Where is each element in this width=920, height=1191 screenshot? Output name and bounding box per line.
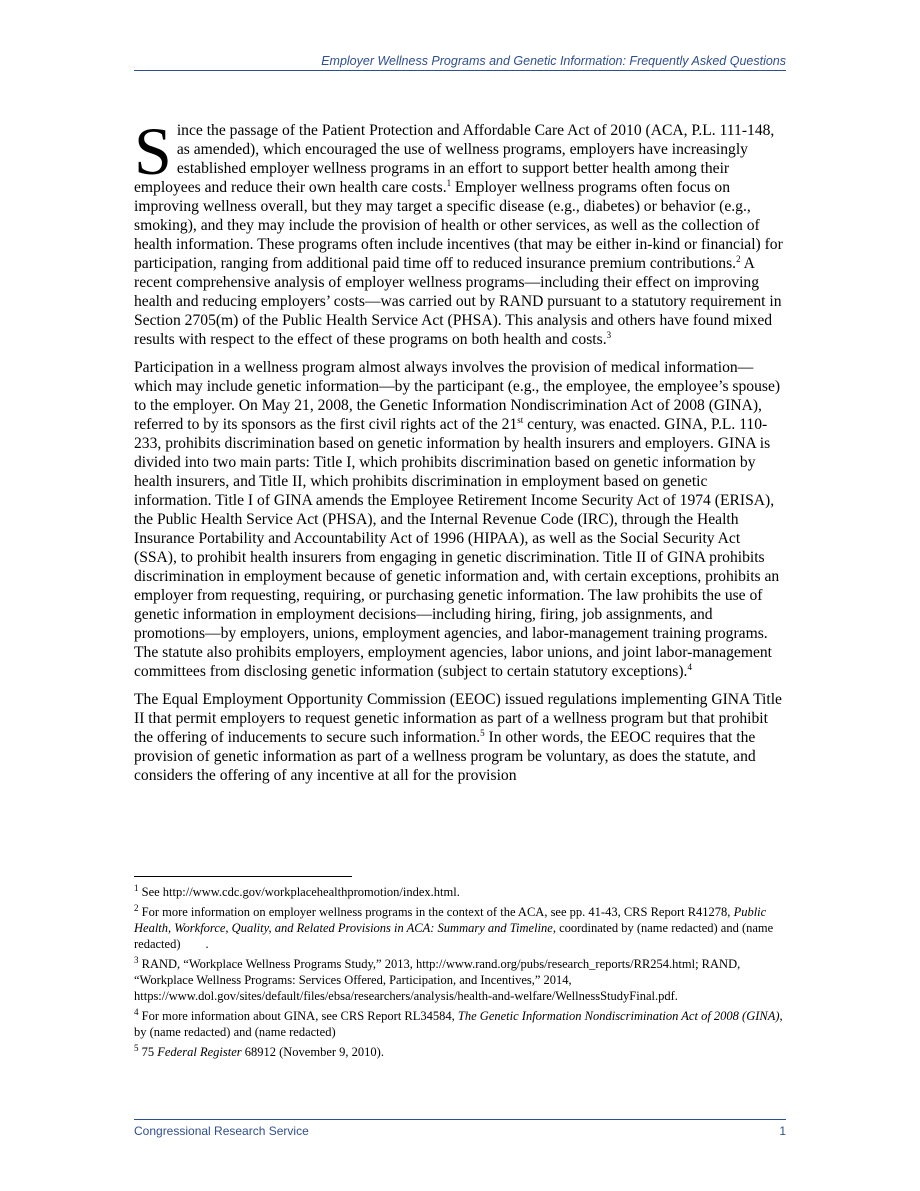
- footnotes: [134, 884, 790, 1064]
- page-number: 1: [779, 1124, 786, 1138]
- main-content: [134, 113, 786, 794]
- footnote-ref-1[interactable]: 1: [446, 177, 452, 188]
- footnote-4: $^4$ For more information about GINA, see CRS Report RL34584, The Genetic Information Nondiscrimination Act of 2008 (GINA), by (name redacted) and (name redacted): [134, 1006, 783, 1039]
- footnote-ref-5[interactable]: 5: [480, 727, 485, 738]
- footnote-ref-2[interactable]: 2: [736, 253, 741, 264]
- paragraph-3: The Equal Employment Opportunity Commission (EEOC) issued regulations implementing GINA Title II that permit employers to request genetic information as part of a wellness program but that prohibit the offering of inducements to secure such information.$^5$ In other words, the EEOC requires that the provision of genetic information as part of a wellness program be voluntary, as does the statute, and considers the offering of any incentive at all for the provision: [134, 691, 782, 784]
- ordinal-suffix: st: [517, 414, 524, 425]
- paragraph-2: Participation in a wellness program almost always involves the provision of medical information—which may include genetic information—by the participant (e.g., the employee, the employee’s spouse) to the employer. On May 21, 2008, the Genetic Information Nondiscrimination Act of 2008 (GINA), referred to by its sponsors as the first civil rights act of the 21st century, was enacted. GINA, P.L. 110-233, prohibits discrimination based on genetic information by health insurers and employers. GINA is divided into two main parts: Title I, which prohibits discrimination based on genetic information by health insurers, and Title II, which prohibits discrimination in employment based on genetic information. Title I of GINA amends the Employee Retirement Income Security Act of 1974 (ERISA), the Public Health Service Act (PHSA), and the Internal Revenue Code (IRC), through the Health Insurance Portability and Accountability Act of 1996 (HIPAA), as well as the Social Security Act (SSA), to prohibit health insurers from engaging in genetic discrimination. Title II of GINA prohibits discrimination in employment because of genetic information and, with certain exceptions, prohibits an employer from requesting, requiring, or purchasing genetic information. The law prohibits the use of genetic information in employment decisions—including hiring, firing, job assignments, and promotions—by employers, unions, employment agencies, and labor-management training programs. The statute also prohibits employers, employment agencies, labor unions, and joint labor-management committees from disclosing genetic information (subject to certain statutory exceptions).$^4$: [134, 359, 781, 680]
- running-header: Employer Wellness Programs and Genetic Information: Frequently Asked Questions: [134, 54, 786, 71]
- drop-cap: S: [134, 113, 172, 189]
- paragraph-1: Since the passage of the Patient Protection and Affordable Care Act of 2010 (ACA, P.L. 111-148, as amended), which encouraged the use of wellness programs, employers have increasingly established employer wellness programs in an effort to support better health among their employees and reduce their own health care costs.$^1$ Employer wellness programs often focus on improving wellness overall, but they may target a specific disease (e.g., diabetes) or behavior (e.g., smoking), and they may include the provision of health or other services, as well as the collection of health information. These programs often include incentives (that may be either in-kind or financial) for participation, ranging from additional paid time off to reduced insurance premium contributions.$^2$ A recent comprehensive analysis of employer wellness programs—including their effect on improving health and reducing employers’ costs—was carried out by RAND pursuant to a statutory requirement in Section 2705(m) of the Public Health Service Act (PHSA). This analysis and others have found mixed results with respect to the effect of these programs on both health and costs.$^3$: [134, 113, 783, 348]
- footnote-2: $^2$ For more information on employer wellness programs in the context of the ACA, see pp. 41-43, CRS Report R41278, Public Health, Workforce, Quality, and Related Provisions in ACA: Summary and Timeline, coordinated by (name redacted) and (name redacted) .: [134, 902, 777, 951]
- footnote-divider: [134, 876, 352, 877]
- page-footer: [134, 1119, 786, 1138]
- footnote-3: $^3$ RAND, “Workplace Wellness Programs Study,” 2013, http://www.rand.org/pubs/research_reports/RR254.html; RAND, “Workplace Wellness Programs: Services Offered, Participation, and Incentives,” 2014, https://www.dol.gov/sites/default/files/ebsa/researchers/analysis/health-and-welfare/WellnessStudyFinal.pdf.: [134, 954, 741, 1003]
- footnote-5: $^5$ 75 Federal Register 68912 (November 9, 2010).: [134, 1042, 384, 1059]
- footnote-ref-3[interactable]: 3: [606, 329, 612, 340]
- footer-org: Congressional Research Service: [134, 1124, 309, 1138]
- footnote-ref-4[interactable]: 4: [687, 661, 692, 672]
- footnote-1: $^1$ See http://www.cdc.gov/workplacehealthpromotion/index.html.: [134, 882, 460, 899]
